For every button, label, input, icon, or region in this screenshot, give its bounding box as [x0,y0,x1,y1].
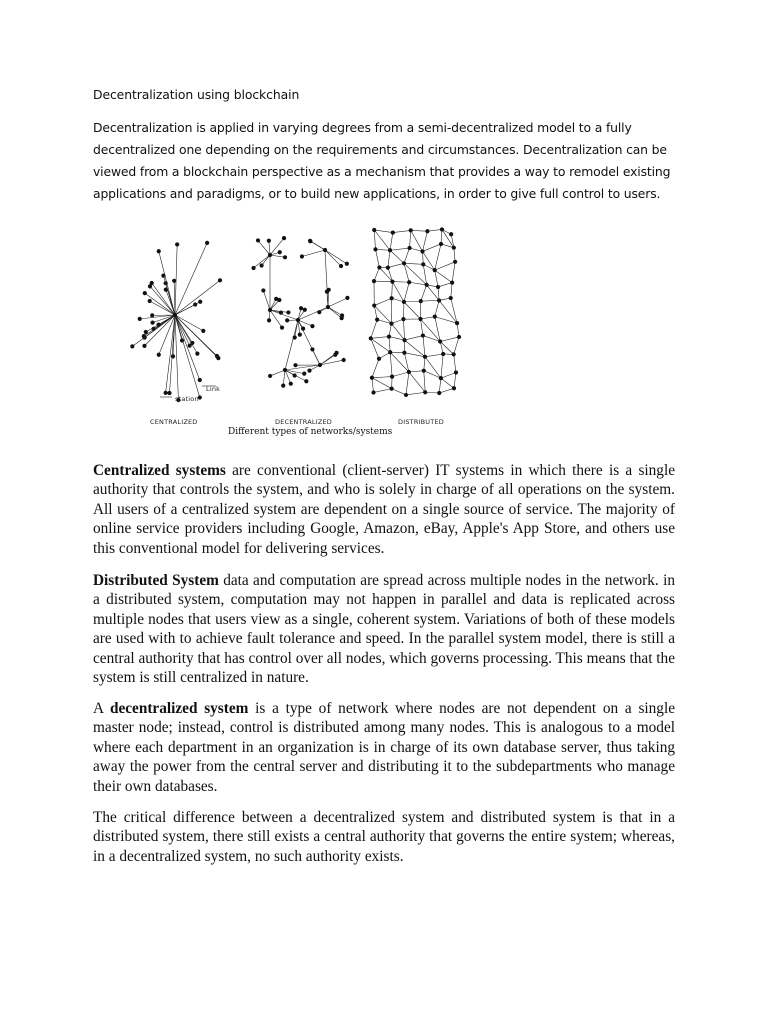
decentralized-hub [268,253,272,257]
distributed-link [374,306,377,320]
distributed-link [410,230,411,248]
distributed-link [374,389,392,393]
centralized-link [152,283,175,315]
distributed-link [372,377,392,378]
centralized-node [201,329,205,333]
decentralized-node [303,308,307,312]
decentralized-hub [268,308,272,312]
distributed-link [422,244,441,251]
distributed-link [375,249,390,250]
distributed-link [392,282,393,299]
distributed-link [403,302,404,319]
distributed-link [405,336,423,341]
distributed-link [421,317,435,319]
distributed-node [370,376,374,380]
distributed-link [454,337,459,354]
distributed-label: DISTRIBUTED [398,418,444,426]
distributed-text: data and computation are spread across multiple nodes in the network. in a distributed system, computation may not happen in parallel and data is replicated across multiple nodes that users view as a single, coherent system. Variations of both of these models are used with to achieve fault tolerance and speed. In the parallel system model, there is still a central authority that has control over all nodes, which governs processing. This means that the system is still centralized in nature. [93,572,675,687]
distributed-node [369,336,373,340]
decentralized-node [267,318,271,322]
distributed-link [390,248,410,250]
centralized-link [175,302,200,315]
centralized-link [175,315,178,400]
distributed-node [391,230,395,234]
distributed-node [425,283,429,287]
decentralized-node [259,263,263,267]
decentralized-node [251,266,255,270]
decentralized-node [308,239,312,243]
decentralized-node [302,372,306,376]
distributed-link [390,352,409,372]
distributed-node [453,260,457,264]
distributed-link [374,230,393,233]
distributed-node [390,387,394,391]
link-label: Link [206,385,221,393]
centralized-node [167,391,171,395]
decentralized-node [293,373,297,377]
distributed-node [407,280,411,284]
decentralized-link [302,250,325,257]
distributed-node [423,390,427,394]
distributed-node [402,351,406,355]
distributed-node [377,265,381,269]
decentralized-node [281,384,285,388]
distributed-link [425,392,439,393]
distributed-link [451,283,452,298]
distributed-node [422,369,426,373]
distributed-link [371,320,377,339]
distributed-link [372,378,374,393]
distributed-link [406,392,425,395]
intro-line: decentralized one depending on the requirements and circumstances. Decentralization can be [93,142,667,157]
distributed-link [454,248,455,262]
distributed-node [371,390,375,394]
distributed-link [440,337,459,342]
distributed-link [404,263,423,264]
distributed-node [418,317,422,321]
distributed-node [407,246,411,250]
decentralized-link [283,370,285,386]
distributed-link [392,282,409,283]
distributed-node [452,352,456,356]
distributed-link [404,301,421,302]
distributed-node [372,279,376,283]
distributed-node [388,350,392,354]
decentralized-paragraph [93,699,675,796]
centralized-node [130,344,134,348]
section-heading: Decentralization using blockchain [93,87,300,102]
centralized-link [174,281,175,315]
decentralized-node [307,369,311,373]
distributed-node [420,249,424,253]
distributed-link [404,282,409,302]
decentralized-link [325,250,341,266]
distributed-node [452,386,456,390]
centralized-node [172,279,176,283]
distributed-node [386,265,390,269]
distributed-link [435,317,440,342]
distributed-link [411,230,428,231]
centralized-term: Centralized systems [93,462,226,479]
distributed-node [402,261,406,265]
centralized-node [150,320,154,324]
decentralized-link [269,241,270,255]
centralized-node [157,249,161,253]
distributed-link [441,378,454,388]
decentralized-hub [323,248,327,252]
centralized-node [163,391,167,395]
distributed-link [441,354,443,378]
distributed-node [387,335,391,339]
decentralized-hub [326,305,330,309]
distributed-link [421,285,427,301]
decentralized-node [274,297,278,301]
decentralized-term: decentralized system [109,700,249,717]
decentralized-link [328,307,342,315]
decentralized-link [270,238,284,255]
decentralized-node [293,363,297,367]
centralized-link [175,315,200,380]
decentralized-node [278,250,282,254]
decentralized-node [299,306,303,310]
distributed-link [404,353,408,372]
distributed-link [371,337,389,339]
centralized-node [205,241,209,245]
distributed-node [452,246,456,250]
difference-paragraph [93,808,675,866]
decentralized-node [267,239,271,243]
distributed-link [435,300,439,316]
distributed-node [377,357,381,361]
decentralized-node [304,379,308,383]
decentralized-hub [318,363,322,367]
distributed-node [388,248,392,252]
decentralized-node [268,374,272,378]
decentralized-node [310,347,314,351]
centralized-node [150,313,154,317]
decentralized-node [256,238,260,242]
intro-paragraph [93,117,671,205]
distributed-term: Distributed System [93,572,219,589]
network-diagrams [120,215,470,445]
distributed-node [436,285,440,289]
distributed-link [424,371,425,393]
decentralized-node [345,262,349,266]
distributed-link [375,249,379,267]
distributed-node [457,335,461,339]
intro-line: Decentralization is applied in varying degrees from a semi-decentralized model to a fully [93,120,632,135]
decentralized-node [310,324,314,328]
decentralized-link [310,241,325,250]
distributed-node [433,315,437,319]
figure-caption: Different types of networks/systems [228,427,393,437]
distributed-node [439,242,443,246]
distributed-link [454,354,456,372]
decentralized-link [325,250,347,264]
decentralized-node [280,325,284,329]
intro-line: applications and paradigms, or to build new applications, in order to give full control to users. [93,186,661,201]
decentralized-link [312,349,320,365]
decentralized-node [334,351,338,355]
centralized-node [175,242,179,246]
distributed-node [421,333,425,337]
distributed-link [406,372,409,395]
decentralized-node [345,296,349,300]
distributed-node [449,232,453,236]
distributed-link [435,317,457,324]
distributed-link [441,229,442,244]
distributed-link [427,229,442,231]
distributed-node [390,296,394,300]
decentralized-link [285,320,298,370]
distributed-link [374,298,391,305]
decentralized-label: DECENTRALIZED [275,418,332,426]
decentralized-node [340,316,344,320]
distributed-node [433,268,437,272]
distributed-node [421,262,425,266]
decentralized-hub [283,368,287,372]
centralized-node [142,344,146,348]
distributed-link [389,337,390,353]
decentralized-node [317,310,321,314]
decentralized-node [289,382,293,386]
centralized-node [148,299,152,303]
distributed-node [449,296,453,300]
distributed-link [439,378,441,393]
distributed-node [372,303,376,307]
distributed-node [373,247,377,251]
distributed-link [388,250,390,267]
distributed-link [454,373,456,389]
centralized-link [175,280,220,315]
decentralized-node [301,327,305,331]
distributed-node [390,279,394,283]
distributed-link [403,319,404,340]
centralized-node [218,278,222,282]
decentralized-link [285,370,291,384]
distributed-link [435,270,452,282]
distributed-node [402,338,406,342]
decentralized-link [295,320,298,338]
distributed-link [374,230,390,250]
distributed-node [439,376,443,380]
distributed-link [439,388,454,393]
decentralized-text: is a type of network where nodes are not dependent on a single master node; instead, control is distributed among many nodes. This is analogous to a model where each department in an organization is in charge of its own database server, thus taking away the power from the central server and distributing it to the subdepartments who manage their own databases. [93,700,675,795]
centralized-node [216,356,220,360]
intro-line: viewed from a blockchain perspective as a mechanism that provides a way to remodel existing [93,164,671,179]
centralized-node [198,378,202,382]
distributed-node [438,339,442,343]
distributed-link [438,283,452,287]
centralized-node [188,344,192,348]
distributed-node [389,322,393,326]
distributed-node [440,227,444,231]
distributed-link [379,267,392,281]
distributed-node [375,318,379,322]
distributed-node [404,393,408,397]
distributed-node [455,321,459,325]
distributed-link [390,352,392,376]
distributed-node [437,391,441,395]
distributed-paragraph [93,571,675,687]
distributed-node [390,375,394,379]
decentralized-node [283,255,287,259]
centralized-node [195,351,199,355]
decentralized-hub [296,318,300,322]
distributed-link [404,353,425,357]
centralized-hub [173,313,177,317]
decentralized-prefix: A [93,700,110,717]
distributed-link [393,230,411,232]
distributed-link [421,300,439,301]
distributed-node [419,299,423,303]
distributed-node [407,370,411,374]
centralized-node [171,354,175,358]
distributed-node [437,298,441,302]
centralized-node [144,330,148,334]
centralized-node [143,291,147,295]
distributed-link [404,248,410,263]
decentralized-node [300,254,304,258]
decentralized-node [286,310,290,314]
distributed-node [425,229,429,233]
centralized-link [175,243,207,315]
distributed-link [374,267,379,281]
distributed-link [388,263,404,267]
distributed-link [435,244,441,270]
distributed-node [409,228,413,232]
centralized-text: are conventional (client-server) IT systems in which there is a single authority that controls the system, and who is solely in charge of all operations on the system. All users of a centralized system are dependent on a single source of service. The majority of online service providers including Google, Amazon, eBay, Apple's App Store, and others use this conventional model for delivering services. [93,462,675,557]
station-label: station [175,395,199,403]
distributed-node [441,352,445,356]
decentralized-link [328,307,342,318]
decentralized-node [298,333,302,337]
distributed-link [411,230,423,251]
distributed-link [409,371,424,372]
decentralized-node [261,288,265,292]
distributed-link [392,389,406,395]
decentralized-link [270,370,285,376]
distributed-link [404,302,421,319]
distributed-link [422,231,427,251]
centralized-node [157,353,161,357]
decentralized-link [328,298,347,307]
distributed-node [423,355,427,359]
distributed-link [435,270,438,287]
distributed-link [409,372,425,392]
distributed-node [402,300,406,304]
decentralized-node [282,236,286,240]
distributed-link [452,262,455,283]
decentralized-link [263,291,270,310]
difference-text: The critical difference between a decentralized system and distributed system is that in a distributed system, there still exists a central authority that governs the entire system; whereas, in a decentralized system, no such authority exists. [93,809,675,865]
distributed-node [401,317,405,321]
distributed-link [425,354,443,357]
distributed-link [390,250,404,263]
decentralized-node [293,335,297,339]
decentralized-node [342,358,346,362]
distributed-link [392,372,409,377]
decentralized-node [339,264,343,268]
distributed-link [441,373,456,379]
centralized-node [198,300,202,304]
decentralized-link [270,310,298,320]
centralized-paragraph [93,461,675,558]
decentralized-link [270,255,285,257]
distributed-link [405,340,425,357]
distributed-node [372,228,376,232]
distributed-link [372,378,392,389]
distributed-node [454,370,458,374]
distributed-link [435,262,455,270]
centralized-node [138,317,142,321]
distributed-link [390,233,393,251]
distributed-link [423,336,425,357]
distributed-link [374,230,375,249]
decentralized-node [325,290,329,294]
network-types-figure [120,215,470,445]
distributed-node [450,280,454,284]
decentralized-node [285,318,289,322]
distributed-link [372,359,379,378]
centralized-node [150,281,154,285]
centralized-label: CENTRALIZED [150,418,198,426]
